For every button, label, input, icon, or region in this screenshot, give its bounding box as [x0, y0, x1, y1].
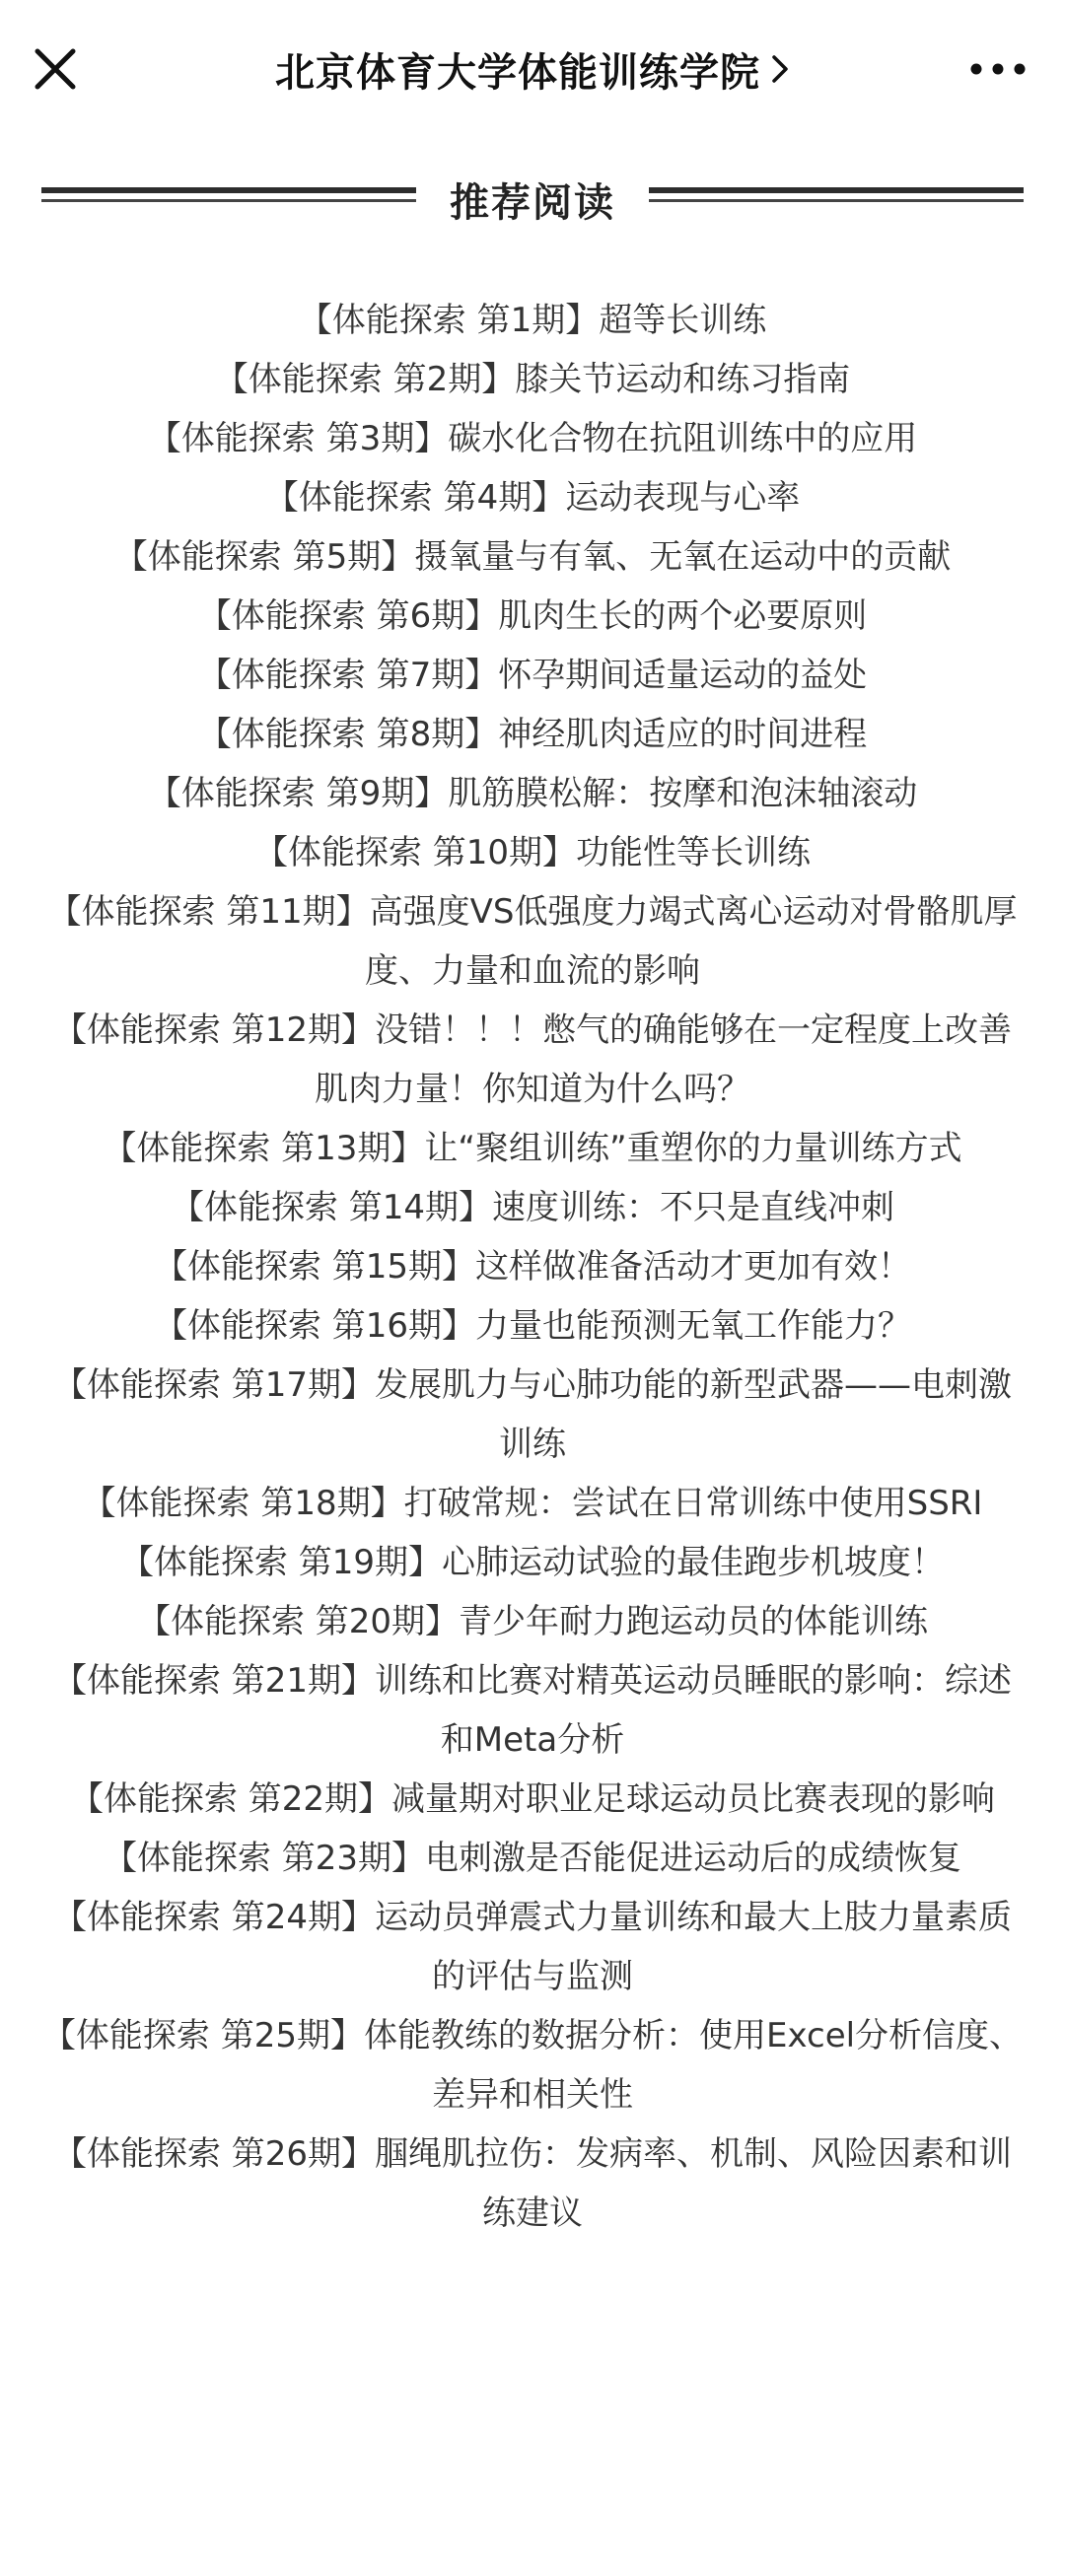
article-link[interactable]: 【体能探索 第21期】训练和比赛对精英运动员睡眠的影响：综述和Meta分析: [52, 1661, 1013, 1760]
article-link[interactable]: 【体能探索 第18期】打破常规：尝试在日常训练中使用SSRI: [82, 1484, 983, 1523]
article-link[interactable]: 【体能探索 第14期】速度训练：不只是直线冲刺: [170, 1188, 895, 1227]
article-link[interactable]: 【体能探索 第26期】腘绳肌拉伤：发病率、机制、风险因素和训练建议: [52, 2134, 1013, 2233]
article-link[interactable]: 【体能探索 第12期】没错！！！憋气的确能够在一定程度上改善肌肉力量！你知道为什么吗？: [52, 1010, 1013, 1109]
article-link[interactable]: 【体能探索 第11期】高强度VS低强度力竭式离心运动对骨骼肌厚度、力量和血流的影响: [47, 892, 1018, 991]
article-link[interactable]: 【体能探索 第24期】运动员弹震式力量训练和最大上肢力量素质的评估与监测: [52, 1898, 1013, 1996]
more-icon[interactable]: [966, 51, 1030, 87]
article-link[interactable]: 【体能探索 第6期】肌肉生长的两个必要原则: [197, 596, 868, 636]
article-link[interactable]: 【体能探索 第22期】减量期对职业足球运动员比赛表现的影响: [69, 1779, 996, 1819]
section-title: 推荐阅读: [450, 180, 615, 226]
article-link[interactable]: 【体能探索 第2期】膝关节运动和练习指南: [214, 360, 851, 399]
article-list: [39, 291, 1026, 2243]
recommended-reading-header: [0, 158, 1065, 237]
article-link[interactable]: 【体能探索 第9期】肌筋膜松解：按摩和泡沫轴滚动: [147, 774, 918, 813]
article-link[interactable]: 【体能探索 第1期】超等长训练: [298, 301, 767, 340]
article-link[interactable]: 【体能探索 第25期】体能教练的数据分析：使用Excel分析信度、差异和相关性: [41, 2016, 1024, 2115]
article-link[interactable]: 【体能探索 第23期】电刺激是否能促进运动后的成绩恢复: [103, 1839, 962, 1878]
page-title: 北京体育大学体能训练学院: [275, 49, 760, 96]
close-icon[interactable]: [28, 41, 83, 97]
article-link[interactable]: 【体能探索 第13期】让“聚组训练”重塑你的力量训练方式: [103, 1129, 962, 1168]
article-link[interactable]: 【体能探索 第3期】碳水化合物在抗阻训练中的应用: [147, 419, 918, 458]
article-link[interactable]: 【体能探索 第17期】发展肌力与心肺功能的新型武器——电刺激训练: [52, 1365, 1013, 1464]
article-link[interactable]: 【体能探索 第15期】这样做准备活动才更加有效！: [153, 1247, 912, 1287]
header-rule-right: [649, 187, 1024, 207]
article-link[interactable]: 【体能探索 第7期】怀孕期间适量运动的益处: [197, 656, 868, 695]
article-link[interactable]: 【体能探索 第10期】功能性等长训练: [253, 833, 812, 872]
article-link[interactable]: 【体能探索 第8期】神经肌肉适应的时间进程: [197, 715, 868, 754]
article-link[interactable]: 【体能探索 第20期】青少年耐力跑运动员的体能训练: [136, 1602, 929, 1641]
article-link[interactable]: 【体能探索 第4期】运动表现与心率: [264, 478, 801, 518]
article-link[interactable]: 【体能探索 第19期】心肺运动试验的最佳跑步机坡度！: [119, 1543, 946, 1582]
article-link[interactable]: 【体能探索 第16期】力量也能预测无氧工作能力？: [153, 1306, 912, 1346]
top-bar: [0, 0, 1065, 138]
article-link[interactable]: 【体能探索 第5期】摄氧量与有氧、无氧在运动中的贡献: [113, 537, 952, 577]
chevron-right-icon: [770, 53, 790, 85]
account-title-link[interactable]: [275, 41, 790, 98]
